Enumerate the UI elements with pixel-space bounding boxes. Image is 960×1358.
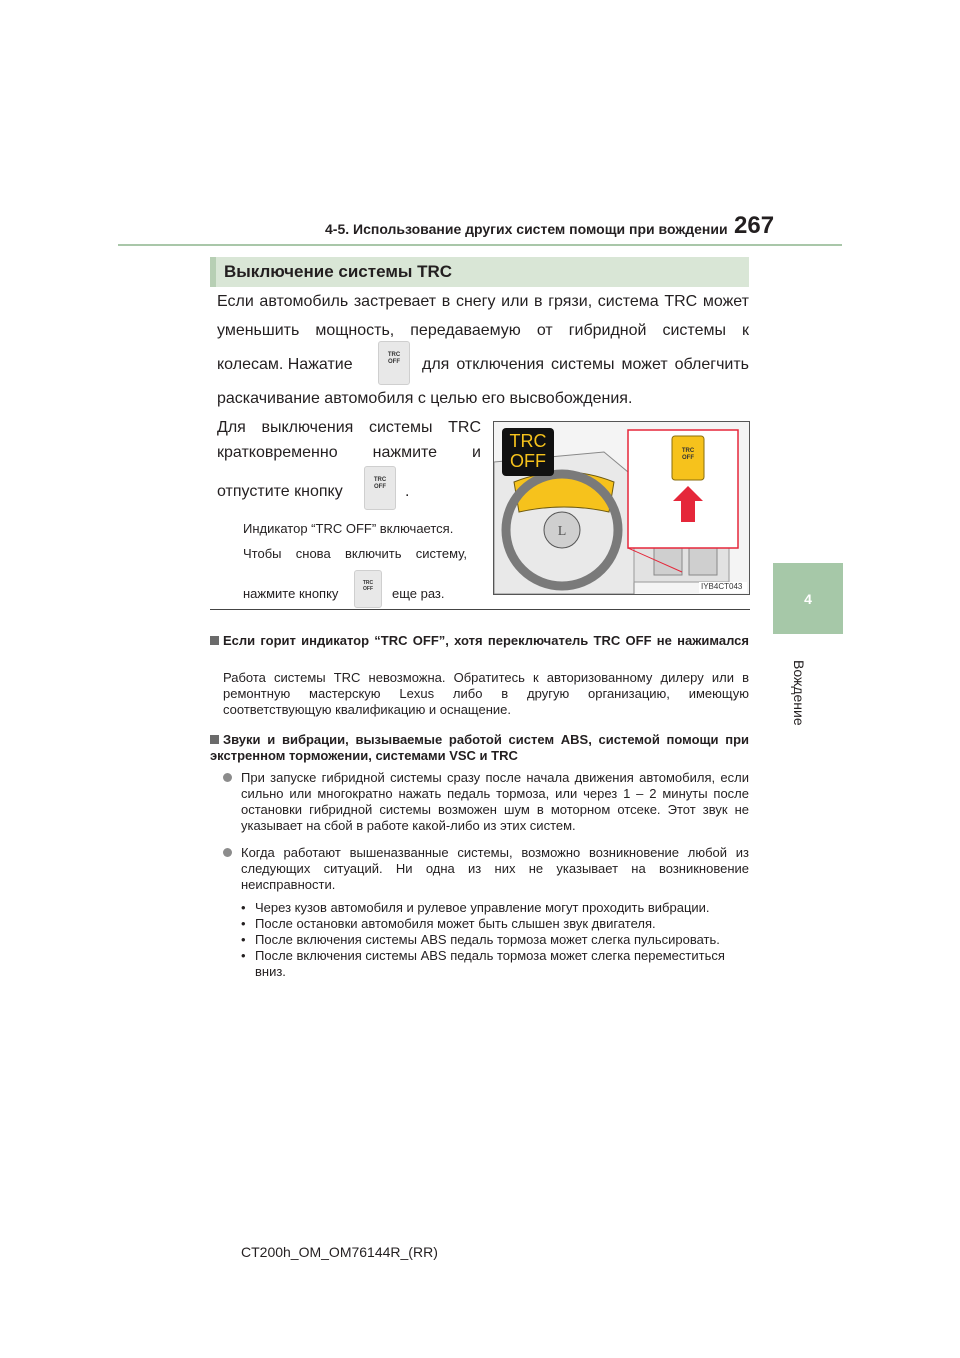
intro-line-1: Если автомобиль застревает в снегу или в грязи, система TRC может [217, 293, 749, 310]
sub-list-item-text: После включения системы ABS педаль тормоза может слегка пульсировать. [255, 932, 720, 947]
info2-sub-list [241, 900, 749, 980]
sub-list-item: • После включения системы ABS педаль тормоза может слегка пульсировать. [241, 932, 720, 947]
info1-body: Работа системы TRC невозможна. Обратитесь к авторизованному дилеру или в ремонтную мастерскую Lexus либо в другую организацию, имеющую соответствующую квалификацию и оснащение. [223, 670, 749, 717]
trc-icon-line2: OFF [388, 359, 400, 365]
square-bullet-icon [210, 735, 219, 744]
trc-icon-line1: TRC [387, 352, 401, 358]
info1-title: Если горит индикатор “TRC OFF”, хотя переключатель TRC OFF не нажимался [223, 633, 749, 648]
sub-list-item-text: Через кузов автомобиля и рулевое управление могут проходить вибрации. [255, 900, 710, 915]
step-period: . [405, 483, 410, 500]
intro-line-3a: колесам. Нажатие [217, 356, 353, 373]
sub-list-item: • После остановки автомобиля может быть слышен звук двигателя. [241, 916, 656, 931]
running-header-title: 4-5. Использование других систем помощи при вождении [325, 221, 728, 237]
sub-list-item: • После включения системы ABS педаль тормоза может слегка переместиться вниз. [241, 948, 749, 980]
svg-text:L: L [557, 524, 567, 539]
step-line-3: отпустите кнопку [217, 483, 343, 500]
sub-list-item: • Через кузов автомобиля и рулевое управление могут проходить вибрации. [241, 900, 710, 915]
note-indicator-on: Индикатор “TRC OFF” включается. [243, 521, 454, 536]
dashboard-illustration [493, 421, 750, 595]
step-line-2: кратковременно нажмите и [217, 444, 481, 461]
intro-line-3b: для отключения системы может облегчить [422, 356, 749, 373]
trc-icon-line1: TRC [362, 580, 374, 586]
info2-bullet2: Когда работают вышеназванные системы, возможно возникновение любой из следующих ситуаций. Ни одна из них не указывает на возникновение неисправности. [241, 845, 749, 892]
step-line-1: Для выключения системы TRC [217, 419, 481, 436]
chapter-tab: 4 [773, 563, 843, 634]
figure-code: IYB4CT043 [701, 582, 743, 591]
intro-line-4: раскачивание автомобиля с целью его высвобождения. [217, 390, 633, 407]
note-reenable-line1: Чтобы снова включить систему, [243, 546, 467, 561]
note-reenable-line2c: еще раз. [392, 586, 445, 601]
info1-title-line1 [210, 633, 749, 649]
round-bullet-icon [223, 848, 232, 857]
header-divider [118, 244, 842, 246]
trc-icon-line1: TRC [373, 477, 387, 483]
indicator-line1: TRC [509, 431, 547, 451]
intro-line-2: уменьшить мощность, передаваемую от гибридной системы к [217, 322, 749, 339]
trc-off-button-icon [378, 341, 410, 385]
info2-title-block [210, 732, 749, 764]
document-code: CT200h_OM_OM76144R_(RR) [241, 1244, 438, 1260]
button-line1: TRC [681, 448, 695, 454]
trc-icon-line2: OFF [374, 484, 386, 490]
info2-title: Звуки и вибрации, вызываемые работой систем ABS, системой помощи при экстренном торможении, системами VSC и TRC [210, 732, 749, 763]
section-heading: Выключение системы TRC [210, 257, 749, 287]
sub-list-item-text: После остановки автомобиля может быть слышен звук двигателя. [255, 916, 656, 931]
page-number: 267 [734, 212, 775, 239]
note-reenable-line2a: нажмите кнопку [243, 586, 339, 601]
round-bullet-icon [223, 773, 232, 782]
section-separator [210, 609, 750, 610]
trc-off-button-icon [364, 466, 396, 510]
trc-icon-line2: OFF [363, 586, 373, 592]
button-line2: OFF [682, 455, 694, 461]
trc-off-button-icon [354, 570, 382, 608]
info2-bullet1: При запуске гибридной системы сразу после начала движения автомобиля, если сильно или многократно нажать педаль тормоза, или через 1 – 2 минуты после остановки гибридной системы возможен шум в моторном отсеке. Этот звук не указывает на сбой в работе какой-либо из этих систем. [241, 770, 749, 833]
square-bullet-icon [210, 636, 219, 645]
sub-list-item-text: После включения системы ABS педаль тормоза может слегка переместиться вниз. [255, 948, 725, 979]
chapter-label: Вождение [791, 660, 807, 726]
indicator-line2: OFF [510, 451, 546, 471]
